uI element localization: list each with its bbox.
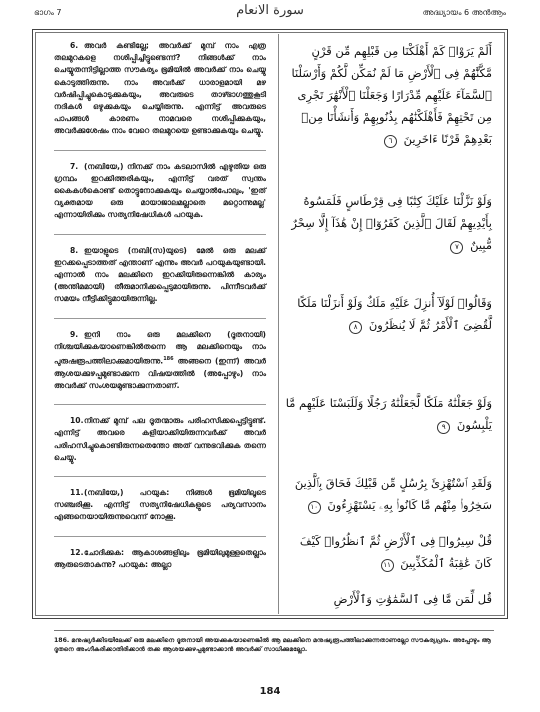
column-divider <box>278 34 279 614</box>
paragraph-separator <box>54 476 266 477</box>
part-label: ഭാഗം 7 <box>34 8 62 17</box>
verse-number-marker: ٩ <box>437 421 450 434</box>
page-number: 184 <box>259 686 281 697</box>
translation-paragraph-8: 8. ഇയാളുടെ (നബി(സ)യുടെ) മേൽ ഒരു മലക്ക് ഇറക്കപ്പെടാത്തത് എന്താണ് എന്നും അവർ പറയുകയുണ്ടായി. എന്നാൽ നാം മലക്കിനെ ഇറക്കിയിരുന്നെങ്കിൽ കാര്യം (അന്തിമമായി) തീരുമാനിക്കപ്പെടുമായിരുന്നു. പിന്നീടവർക്ക് സമയം നീട്ടിക്കിട്ടുമായിരുന്നില്ല. <box>54 245 266 304</box>
verse-number-marker: ٧ <box>450 241 463 254</box>
chapter-label: അദ്ധ്യായം 6 അൻആം <box>422 8 506 17</box>
translation-paragraph-7: 7. (നബിയേ,) നിനക്ക് നാം കടലാസിൽ എഴുതിയ ഒരു ഗ്രന്ഥം ഇറക്കിത്തരികയും, എന്നിട്ട് വരത് സ്വന്തം കൈകൾകൊണ്ട് തൊട്ടുനോക്കുകയും ചെയ്യാൽപോലും, 'ഇത് വ്യക്തമായ ഒരു മായാജാലമല്ലാതെ മറ്റൊന്നുമല്ല' എന്നായിരിക്കും സത്യനിഷേധികൾ പറയുക. <box>54 161 266 220</box>
verse-number-marker: ١١ <box>381 559 394 572</box>
verse-number-marker: ٨ <box>349 321 362 334</box>
paragraph-separator <box>54 150 266 151</box>
footnote-text: 186. മനുഷ്യർക്കിടയിലേക്ക് ഒരു മലക്കിനെ ദൂതനായി അയക്കുകയാണെങ്കിൽ ആ മലക്കിനെ മനുഷ്യരൂപത്തിലാക്കുന്നതാണല്ലോ സൗകര്യപ്രദം. അപ്പോഴും ആ ദൂതനെ അംഗീകരിക്കാതിരിക്കാൻ തക്ക ആശയക്കുഴപ്പമുണ്ടാക്കാൻ അവർക്ക് സാധിക്കുമല്ലോ. <box>54 637 492 653</box>
footnote-rule <box>54 630 494 631</box>
paragraph-separator <box>54 234 266 235</box>
verse-number-marker: ٦ <box>384 135 397 148</box>
paragraph-separator <box>54 318 266 319</box>
surah-calligraphy: سورة الانعام <box>236 3 304 18</box>
arabic-verse-8: وَقَالُوا۟ لَوْلَآ أُنزِلَ عَلَيْهِ مَلَكٌ وَلَوْ أَنزَلْنَا مَلَكًا لَّقُضِىَ ٱلْأَمْرُ ثُمَّ لَا يُنظَرُونَ ٨ <box>297 296 492 332</box>
translation-paragraph-6: 6. അവർ കണ്ടില്ലേ; അവർക്ക് മുമ്പ് നാം എത്ര തലമുറകളെ നശിപ്പിച്ചിട്ടുണ്ടെന്ന്? നിങ്ങൾക്ക് നാം ചെയ്യുതന്നിട്ടില്ലാത്ത സൗകര്യം ഭൂമിയിൽ അവർക്ക് നാം ചെയ്യു കൊടുത്തിരുന്നു. നാം അവർക്ക് ധാരാളമായി മഴ വർഷിപ്പിച്ചുകൊടുക്കുകയും, അവരുടെ താഴ്ഭാഗത്തുകൂടി നദികൾ ഒഴുക്കുകയും ചെയ്യിരുന്നു. എന്നിട്ട് അവരുടെ പാപങ്ങൾ കാരണം നാമവരെ നശിപ്പിക്കുകയും, അവർക്കുശേഷം നാം വേറെ തലമുറയെ ഉണ്ടാക്കുകയും ചെയ്യു. <box>54 41 266 136</box>
arabic-verse-11: قُلْ سِيرُوا۟ فِى ٱلْأَرْضِ ثُمَّ ٱنظُرُوا۟ كَيْفَ كَانَ عَٰقِبَةُ ٱلْمُكَذِّبِينَ ١١ <box>299 534 492 570</box>
paragraph-separator <box>54 536 266 537</box>
arabic-verse-6: أَلَمْ يَرَوْا۟ كَمْ أَهْلَكْنَا مِن قَبْلِهِم مِّن قَرْنٍ مَّكَّنَّٰهُمْ فِى ٱلْأَرْضِ مَا لَمْ نُمَكِّن لَّكُمْ وَأَرْسَلْنَا ٱلسَّمَآءَ عَلَيْهِم مِّدْرَارًا وَجَعَلْنَا ٱلْأَنْهَٰرَ تَجْرِى مِن تَحْتِهِمْ فَأَهْلَكْنَٰهُم بِذُنُوبِهِمْ وَأَنشَأْنَا مِنۢ بَعْدِهِمْ قَرْنًا ءَاخَرِينَ ٦ <box>291 44 492 146</box>
translation-paragraph-12: 12.ചോദിക്കുക: ആകാശങ്ങളിലും ഭൂമിയിലുമുള്ളതെല്ലാം ആരുടെതാകുന്നു? പറയുക: അല്ലാ <box>54 547 266 569</box>
arabic-verse-7: وَلَوْ نَزَّلْنَا عَلَيْكَ كِتَٰبًا فِى قِرْطَاسٍ فَلَمَسُوهُ بِأَيْدِيهِمْ لَقَالَ ٱلَّذِينَ كَفَرُوٓا۟ إِنْ هَٰذَآ إِلَّا سِحْرٌ مُّبِينٌ ٧ <box>291 194 492 252</box>
paragraph-separator <box>54 404 266 405</box>
arabic-verse-9: وَلَوْ جَعَلْنَٰهُ مَلَكًا لَّجَعَلْنَٰهُ رَجُلًا وَلَلَبَسْنَا عَلَيْهِم مَّا يَلْبِسُونَ ٩ <box>285 396 492 432</box>
verse-number-marker: ١٠ <box>308 501 321 514</box>
translation-paragraph-11: 11.(നബിയേ,) പറയുക: നിങ്ങൾ ഭൂമിയിലൂടെ സഞ്ചരിക്കൂ. എന്നിട്ട് സത്യനിഷേധികളുടെ പര്യവസാനം എങ്ങനെയായിരുന്നുവെന്ന് നോക്കൂ. <box>54 488 266 522</box>
translation-paragraph-9: 9. ഇനി നാം ഒരു മലക്കിനെ (ദൂതനായി) നിശ്ചയിക്കുകയാണെങ്കിൽതന്നെ ആ മലക്കിനെയും നാം പുരുഷരൂപത്തിലാക്കുമായിരുന്നു.$^{186}$ അങ്ങനെ (ഇന്ന്) അവർ ആശയക്കുഴപ്പമുണ്ടാക്കുന്ന വിഷയത്തിൽ (അപ്പോഴും) നാം അവർക്ക് സംശയമുണ്ടാക്കുന്നതാണ്. <box>54 329 266 390</box>
arabic-verse-12: قُل لِّمَن مَّا فِى ٱلسَّمَٰوَٰتِ وَٱلْأَرْضِ <box>333 592 492 606</box>
page-header <box>0 0 540 28</box>
translation-column <box>54 40 266 583</box>
translation-paragraph-10: 10.നിനക്ക് മുമ്പ് പല ദൂതന്മാരും പരിഹസിക്കപ്പെട്ടിട്ടുണ്ട്. എന്നിട്ട് അവരെ കളിയാക്കിയിരുന്നവർക്ക് അവർ പരിഹസിച്ചുകൊണ്ടിരുന്നതെന്തോ അത് വന്നുഭവിക്കുക തന്നെ ചെയ്യു. <box>54 416 266 462</box>
footnote-reference[interactable]: 186 <box>163 356 174 363</box>
arabic-verse-10: وَلَقَدِ ٱسْتُهْزِئَ بِرُسُلٍ مِّن قَبْلِكَ فَحَاقَ بِٱلَّذِينَ سَخِرُوا۟ مِنْهُم مَّا كَانُوا۟ بِهِۦ يَسْتَهْزِءُونَ ١٠ <box>294 476 492 512</box>
